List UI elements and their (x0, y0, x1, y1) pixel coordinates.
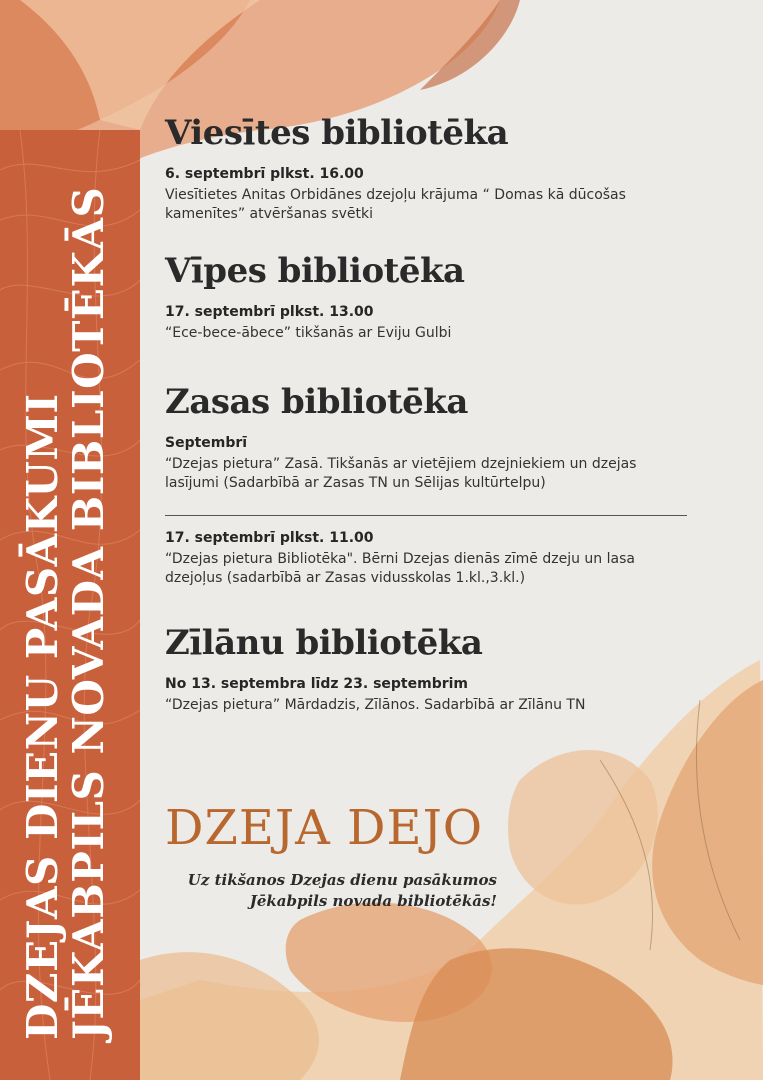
library-section-vipe (165, 246, 690, 343)
event-date: No 13. septembra līdz 23. septembrim (165, 676, 469, 692)
event-description: “Dzejas pietura” Zasā. Tikšanās ar vietējiem dzejniekiem un dzejas lasījumi (Sadarbībā ar Zasas TN un Sēlijas kultūrtelpu) (165, 456, 637, 491)
event-date: Septembrī (165, 435, 248, 451)
tagline-line1: Uz tikšanos Dzejas dienu pasākumos (187, 871, 497, 889)
divider (165, 515, 687, 516)
brand-title: DZEJA DEJO (165, 800, 484, 856)
vertical-title-line2: JĒKABPILS NOVADA BIBLIOTĒKĀS (64, 186, 113, 1040)
event-description: “Ece-bece-ābece” tikšanās ar Eviju Gulbi (165, 325, 452, 341)
library-list (165, 108, 690, 737)
event-description: “Dzejas pietura Bibliotēka". Bērni Dzejas dienās zīmē dzeju un lasa dzejoļus (sadarbībā ar Zasas vidusskolas 1.kl.,3.kl.) (165, 551, 635, 586)
event-description: Viesītietes Anitas Orbidānes dzejoļu krājuma “ Domas kā dūcošas kamenītes” atvēršanas svētki (165, 187, 626, 222)
library-title: Zīlānu bibliotēka (165, 623, 483, 663)
event-description: “Dzejas pietura” Mārdadzis, Zīlānos. Sadarbībā ar Zīlānu TN (165, 697, 586, 713)
library-title: Vīpes bibliotēka (165, 251, 465, 291)
tagline-line2: Jēkabpils novada bibliotēkās! (249, 892, 497, 910)
vertical-title-line1: DZEJAS DIENU PASĀKUMI (18, 393, 67, 1040)
library-section-zilani (165, 618, 690, 715)
vertical-title (18, 186, 113, 1040)
event-date: 17. septembrī plkst. 11.00 (165, 530, 374, 546)
event-date: 6. septembrī plkst. 16.00 (165, 166, 364, 182)
library-section-viesite (165, 108, 690, 224)
library-section-zasa (165, 377, 690, 588)
library-title: Zasas bibliotēka (165, 382, 468, 422)
event-date: 17. septembrī plkst. 13.00 (165, 304, 374, 320)
library-title: Viesītes bibliotēka (165, 113, 509, 153)
tagline (160, 870, 497, 912)
